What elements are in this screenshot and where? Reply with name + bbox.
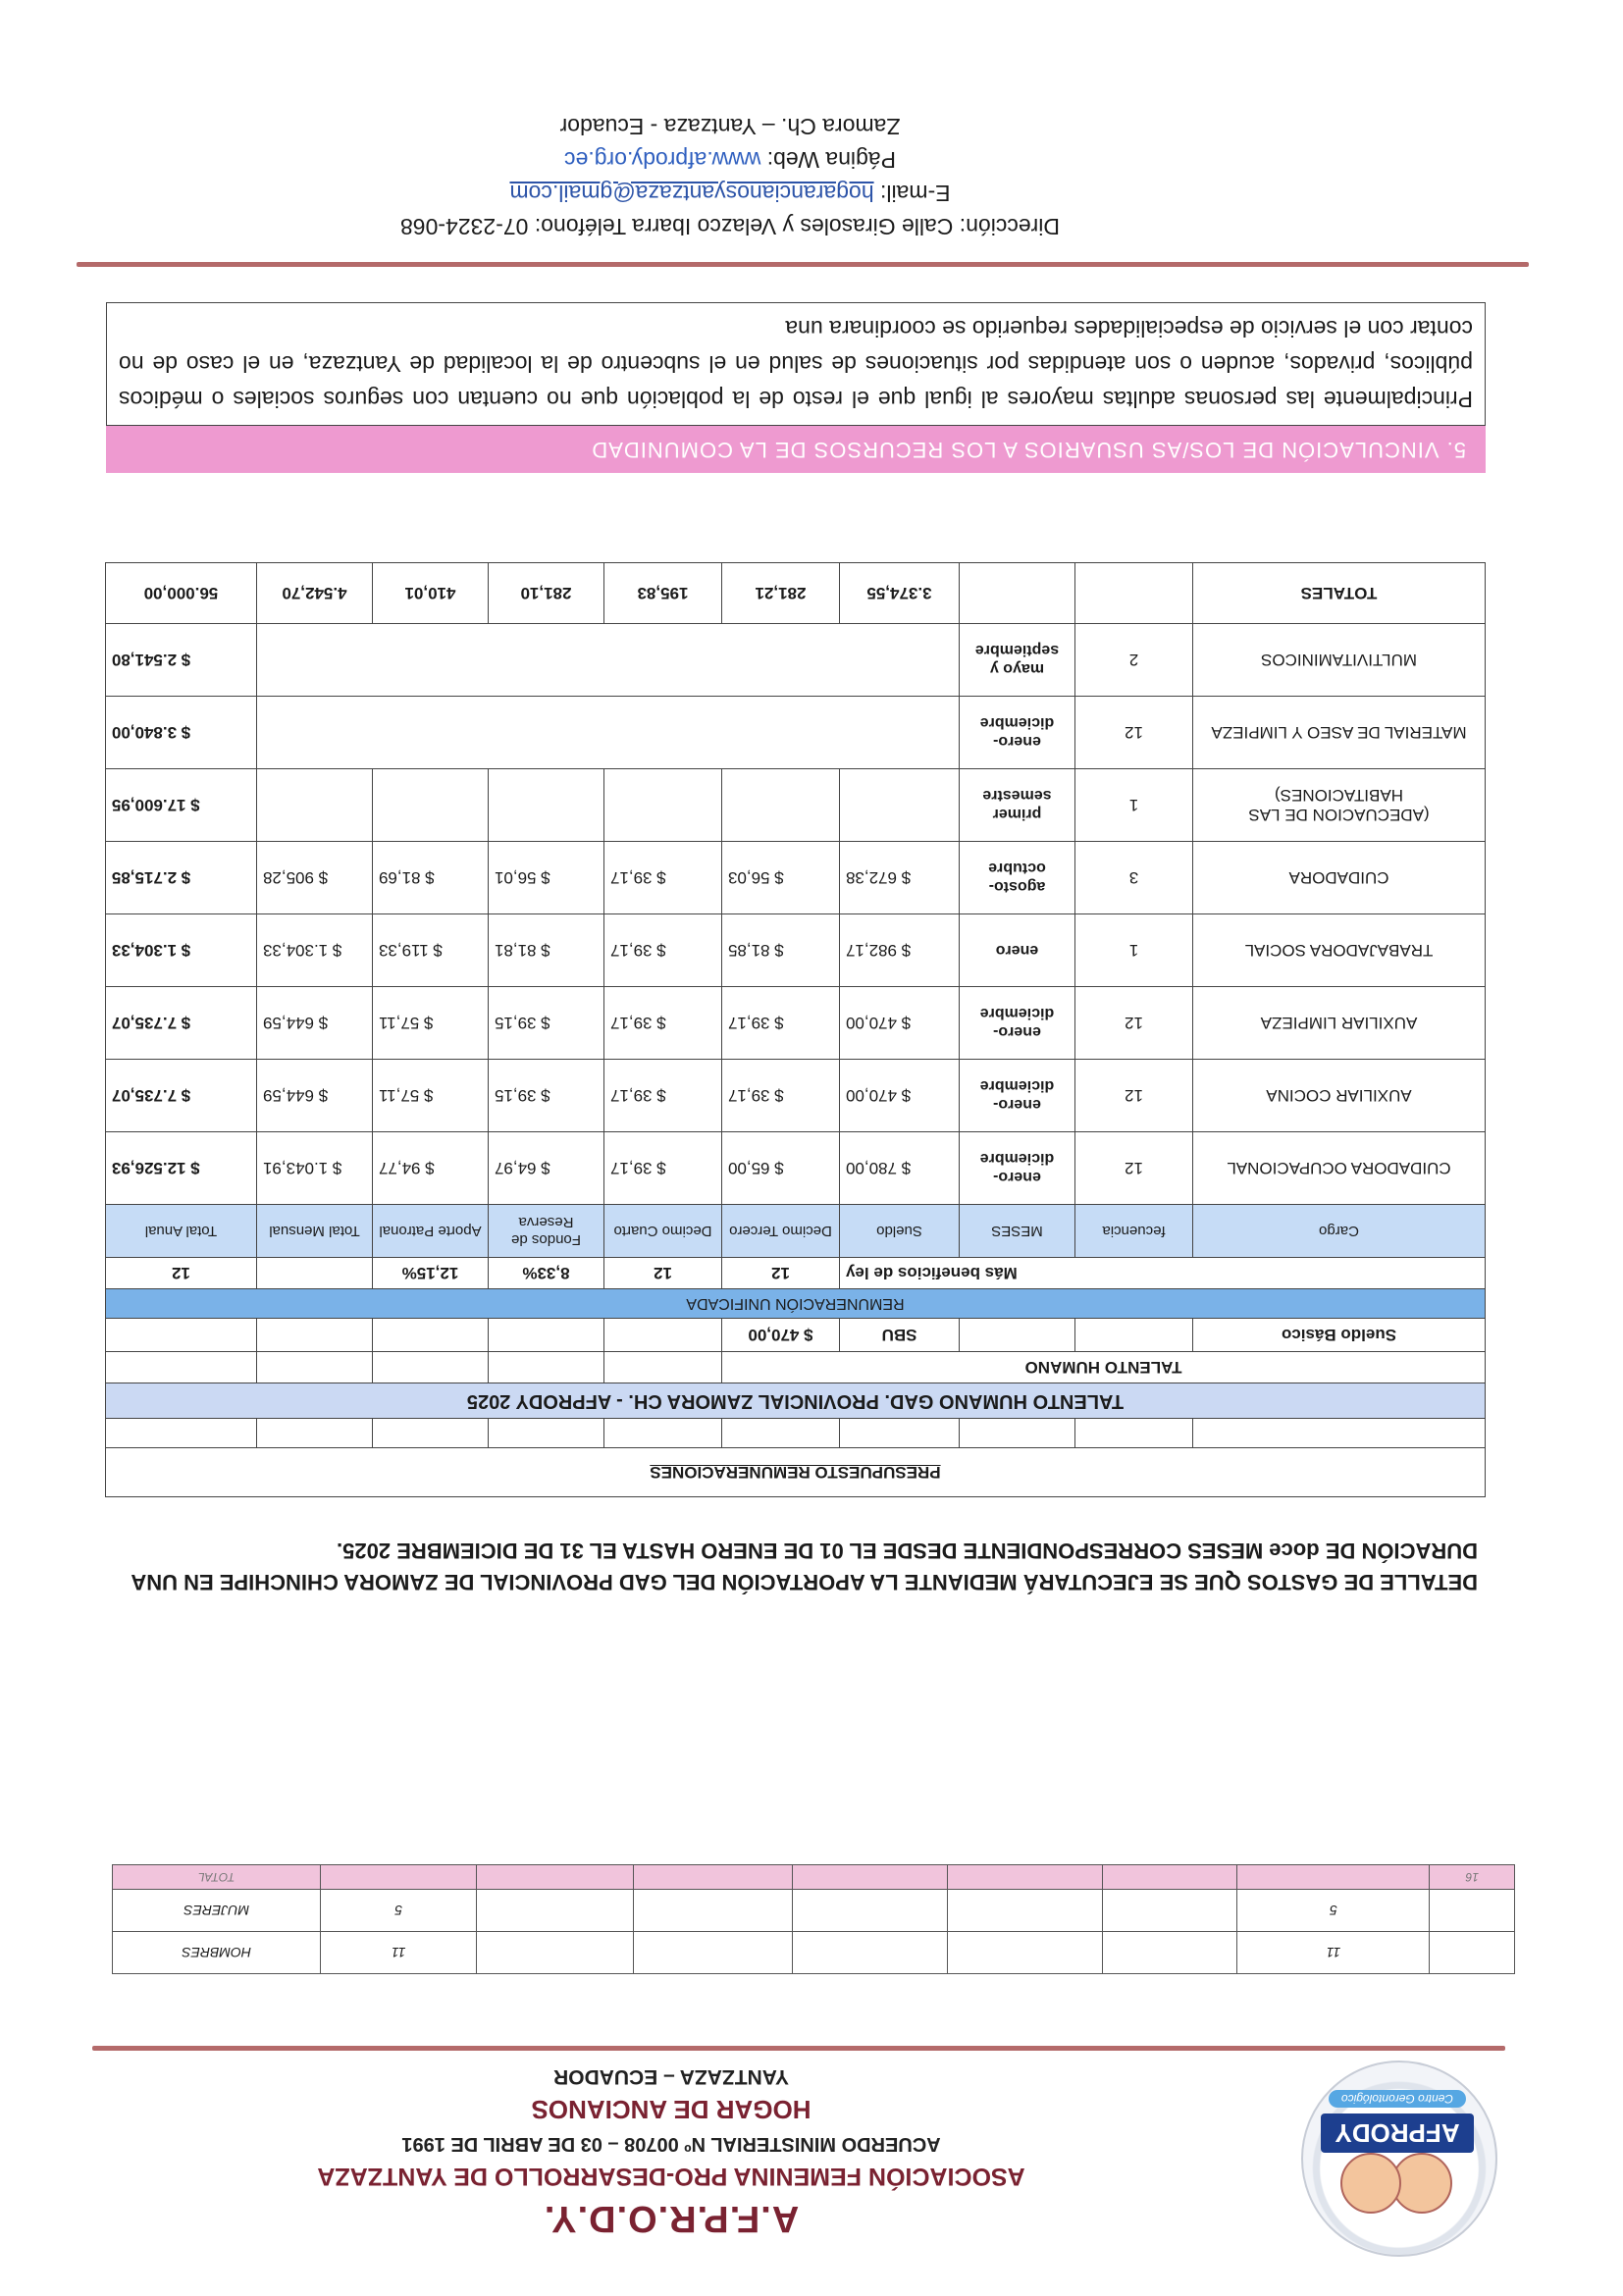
header-cell: Cargo [1193,1205,1486,1258]
totals-row [105,563,1485,624]
table-row [105,769,1485,842]
talent-title: TALENTO HUMANO GAD. PROVINCIAL ZAMORA CH. - AFPRODY 2025 [105,1383,1485,1419]
talent-subtitle: TALENTO HUMANO [722,1352,1486,1383]
email-label: E-mail: [879,181,951,206]
frequency-cell: 1 [1075,769,1193,842]
period-cell: agosto-octubre [960,842,1075,914]
employer-contribution-cell: $ 119,33 [373,914,489,987]
monthly-total-cell: $ 644,59 [257,987,373,1060]
men-count: 11 [321,1932,477,1974]
monthly-total-cell: $ 1.043,91 [257,1132,373,1205]
table-row [105,697,1485,769]
monthly-total-cell: $ 1.304,33 [257,914,373,987]
employer-contribution-cell: $ 57,11 [373,987,489,1060]
total-annual: 56.000,00 [105,563,256,624]
table-row [105,842,1485,914]
cargo-cell: (ADECUACION DE LAS HABITACIONES) [1193,769,1486,842]
expense-detail-text: DETALLE DE GASTOS QUE SE EJECUTARÁ MEDIANTE LA APORTACIÓN DEL GAD PROVINCIAL DE ZAMORA CHINCHIPE EN UNA DURACIÓN DE doce MESES CORRESPONDIENTE DESDE EL 01 DE ENERO HASTA EL 31 DE DICIEMBRE 2025. [131,1539,1478,1594]
total-reserve-fund: 281,10 [489,563,604,624]
thirteenth-cell: $ 39,17 [722,987,840,1060]
period-cell: enero-diciembre [960,697,1075,769]
period-cell: enero-diciembre [960,987,1075,1060]
elder-face-icon [1340,2153,1401,2214]
header-divider [92,2046,1505,2051]
reserve-fund-cell: $ 64,97 [489,1132,604,1205]
thirteenth-cell: $ 56,03 [722,842,840,914]
header-cell: MESES [960,1205,1075,1258]
period-cell: primer semestre [960,769,1075,842]
footer-location: Zamora Ch. – Yantzaza - Ecuador [559,114,901,139]
frequency-cell: 2 [1075,624,1193,697]
annual-total-cell: $ 17.600,95 [105,769,256,842]
cargo-cell: AUXILIAR LIMPIEZA [1193,987,1486,1060]
org-name: ASOCIACIÓN FEMENINA PRO-DESARROLLO DE YANTZAZA [317,2163,1025,2190]
budget-table [105,562,1486,1497]
table-row [105,1132,1485,1205]
footer-web-line [387,146,1073,173]
section-5-body: Principalmente las personas adultas mayores al igual que el resto de la población que no cuentan con seguros sociales o médicos públicos, privados, acuden o son atendidas por situaciones de salud en el subcentro de la localidad de Yantzaza, en el caso de no contar con el servicio de especialidades requerido se coordinara una [106,302,1486,426]
header-cell: Sueldo [840,1205,960,1258]
women-total: 5 [1237,1890,1430,1932]
footer-divider [77,262,1529,267]
frequency-cell: 12 [1075,1132,1193,1205]
header-cell: Decimo Cuarto [604,1205,722,1258]
website-link[interactable]: www.afprody.org.ec [564,147,761,173]
annual-total-cell: $ 12.526,93 [105,1132,256,1205]
frequency-cell: 12 [1075,987,1193,1060]
frequency-cell: 12 [1075,697,1193,769]
cargo-cell: MULTIVITAMINICOS [1193,624,1486,697]
fourteenth-cell: $ 39,17 [604,914,722,987]
salary-cell: $ 470,00 [840,987,960,1060]
reserve-fund-cell: $ 39,15 [489,987,604,1060]
thirteenth-cell: $ 65,00 [722,1132,840,1205]
cargo-cell: CUIDADORA OCUPACIONAL [1193,1132,1486,1205]
benefits-label: Más beneficios de ley [840,1258,1486,1289]
total-fourteenth: 195,83 [604,563,722,624]
total-thirteenth: 281,21 [722,563,840,624]
header-cell: fecuencia [1075,1205,1193,1258]
salary-cell: $ 982,17 [840,914,960,987]
org-acronym: A.F.P.R.O.D.Y. [543,2198,800,2239]
benefit-value: 12,15% [373,1258,489,1289]
email-link[interactable]: hogarancianosyantzaza@gmail.com [509,181,874,206]
annual-total-cell: $ 7.735,07 [105,1060,256,1132]
table-row [105,914,1485,987]
logo-subtitle: Centro Gerontológico [1329,2090,1466,2108]
sbu-label: SBU [840,1319,960,1352]
women-count: 5 [321,1890,477,1932]
annual-total-cell: $ 3.840,00 [105,697,256,769]
sbu-value: $ 470,00 [722,1319,840,1352]
table-row [105,987,1485,1060]
employer-contribution-cell: $ 57,11 [373,1060,489,1132]
reserve-fund-cell: $ 81,81 [489,914,604,987]
table-header-row [105,1205,1485,1258]
fourteenth-cell: $ 39,17 [604,842,722,914]
men-total: 11 [1237,1932,1430,1974]
header-cell: Fondos de Reserva [489,1205,604,1258]
annual-total-cell: $ 2.715,85 [105,842,256,914]
benefit-value: 8,33% [489,1258,604,1289]
reserve-fund-cell: $ 56,01 [489,842,604,914]
city-country: YANTZAZA – ECUADOR [553,2065,789,2088]
annual-total-cell: $ 1.304,33 [105,914,256,987]
fourteenth-cell: $ 39,17 [604,1060,722,1132]
cargo-cell: MATERIAL DE ASEO Y LIMPIEZA [1193,697,1486,769]
afprody-logo [1301,2061,1497,2257]
women-label: MUJERES [113,1890,321,1932]
web-label: Página Web: [766,147,896,173]
header-cell: Aporte Patronal [373,1205,489,1258]
thirteenth-cell: $ 81,85 [722,914,840,987]
reserve-fund-cell: $ 39,15 [489,1060,604,1132]
header-cell: Decimo Tercero [722,1205,840,1258]
total-salary: 3.374,55 [840,563,960,624]
monthly-total-cell: $ 644,59 [257,1060,373,1132]
total-label: TOTAL [113,1865,321,1890]
grand-total: 16 [1430,1865,1515,1890]
totals-label: TOTALES [1193,563,1486,624]
frequency-cell: 1 [1075,914,1193,987]
thirteenth-cell: $ 39,17 [722,1060,840,1132]
fourteenth-cell: $ 39,17 [604,1132,722,1205]
cargo-cell: CUIDADORA [1193,842,1486,914]
fourteenth-cell: $ 39,17 [604,987,722,1060]
cargo-cell: AUXILIAR COCINA [1193,1060,1486,1132]
frequency-cell: 12 [1075,1060,1193,1132]
annual-total-cell: $ 2.541,80 [105,624,256,697]
ministerial-agreement: ACUERDO MINISTERIAL Nº 00708 – 03 DE ABRIL DE 1991 [401,2133,941,2155]
period-cell: mayo y septiembre [960,624,1075,697]
benefit-value: 12 [722,1258,840,1289]
table-row [113,1865,1515,1890]
table-row [105,624,1485,697]
benefit-value: 12 [604,1258,722,1289]
men-label: HOMBRES [113,1932,321,1974]
table-row [105,1060,1485,1132]
salary-cell: $ 672,38 [840,842,960,914]
table-row [113,1890,1515,1932]
total-employer-contribution: 410,01 [373,563,489,624]
employer-contribution-cell: $ 94,77 [373,1132,489,1205]
header-cell: Total Anual [105,1205,256,1258]
period-cell: enero-diciembre [960,1132,1075,1205]
section-5-title: 5. VINCULACIÓN DE LOS/AS USUARIOS A LOS RECURSOS DE LA COMUNIDAD [106,426,1486,473]
period-cell: enero-diciembre [960,1060,1075,1132]
logo-name: AFPRODY [1321,2113,1474,2153]
header-cell: Total Mensual [257,1205,373,1258]
budget-title: PRESUPUESTO REMUNERACIONES [105,1448,1485,1497]
frequency-cell: 3 [1075,842,1193,914]
residents-table [112,1864,1515,1974]
home-name: HOGAR DE ANCIANOS [531,2095,812,2124]
basic-salary-label: Sueldo Básico [1193,1319,1486,1352]
table-row [113,1932,1515,1974]
monthly-total-cell: $ 905,28 [257,842,373,914]
cargo-cell: TRABAJADORA SOCIAL [1193,914,1486,987]
period-cell: enero [960,914,1075,987]
total-monthly: 4.542,70 [257,563,373,624]
salary-cell: $ 470,00 [840,1060,960,1132]
benefit-value: 12 [105,1258,256,1289]
employer-contribution-cell: $ 81,69 [373,842,489,914]
unified-remuneration: REMUNERACIÓN UNIFICADA [105,1289,1485,1319]
salary-cell: $ 780,00 [840,1132,960,1205]
footer-address: Dirección: Calle Girasoles y Velazco Ibarra Teléfono: 07-2324-068 [399,214,1061,239]
annual-total-cell: $ 7.735,07 [105,987,256,1060]
footer-email-line [387,180,1073,206]
